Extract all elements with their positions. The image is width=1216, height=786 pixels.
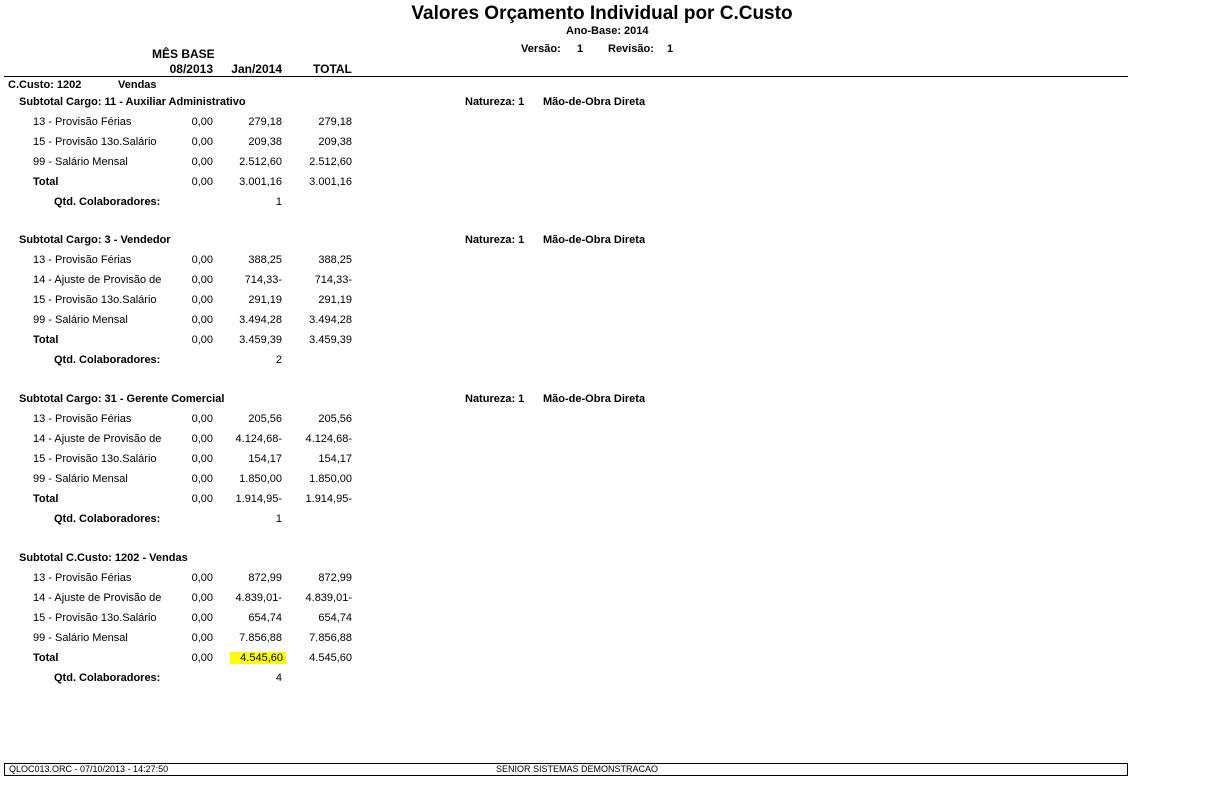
row-value-total: 388,25 — [318, 254, 352, 266]
total-value-total: 3.459,39 — [309, 334, 352, 346]
row-value-jan: 872,99 — [248, 572, 282, 584]
subtotal-title: Subtotal Cargo: 11 - Auxiliar Administrativo — [19, 96, 246, 108]
total-label: Total — [33, 493, 59, 505]
row-value-jan: 4.124,68- — [235, 433, 282, 445]
row-value-base: 0,00 — [191, 156, 213, 168]
row-description: 15 - Provisão 13o.Salário — [33, 136, 157, 148]
row-value-base: 0,00 — [191, 274, 213, 286]
qtd-colaboradores-label: Qtd. Colaboradores: — [54, 513, 161, 525]
natureza-label: Natureza: 1 — [465, 234, 525, 246]
row-value-jan: 205,56 — [248, 413, 282, 425]
revisao-label: Revisão: — [608, 43, 654, 55]
total-label: Total — [33, 176, 59, 188]
row-value-total: 205,56 — [318, 413, 352, 425]
row-value-jan: 209,38 — [248, 136, 282, 148]
row-value-base: 0,00 — [191, 433, 213, 445]
total-value-total: 4.545,60 — [309, 652, 352, 664]
row-value-base: 0,00 — [191, 572, 213, 584]
total-value-base: 0,00 — [191, 493, 213, 505]
total-value-total: 1.914,95- — [305, 493, 352, 505]
row-value-jan: 291,19 — [248, 294, 282, 306]
natureza-label: Natureza: 1 — [465, 96, 525, 108]
column-header-base: 08/2013 — [169, 62, 213, 76]
ccusto-name: Vendas — [118, 79, 157, 91]
row-value-base: 0,00 — [191, 413, 213, 425]
row-description: 14 - Ajuste de Provisão de — [33, 592, 162, 604]
row-value-base: 0,00 — [191, 116, 213, 128]
column-header-jan: Jan/2014 — [231, 62, 282, 76]
subtotal-title: Subtotal Cargo: 3 - Vendedor — [19, 234, 171, 246]
header-divider — [4, 76, 1128, 77]
row-value-jan: 2.512,60 — [239, 156, 282, 168]
row-value-jan: 7.856,88 — [239, 632, 282, 644]
total-value-base: 0,00 — [191, 652, 213, 664]
row-description: 14 - Ajuste de Provisão de — [33, 274, 162, 286]
row-value-jan: 388,25 — [248, 254, 282, 266]
row-value-total: 3.494,28 — [309, 314, 352, 326]
total-value-base: 0,00 — [191, 176, 213, 188]
row-value-jan: 1.850,00 — [239, 473, 282, 485]
row-value-total: 279,18 — [318, 116, 352, 128]
total-value-jan: 4.545,60 — [230, 652, 286, 664]
row-description: 15 - Provisão 13o.Salário — [33, 294, 157, 306]
row-value-base: 0,00 — [191, 632, 213, 644]
qtd-colaboradores-value: 2 — [275, 354, 282, 366]
row-value-total: 209,38 — [318, 136, 352, 148]
row-description: 99 - Salário Mensal — [33, 156, 128, 168]
row-description: 99 - Salário Mensal — [33, 632, 128, 644]
total-label: Total — [33, 334, 59, 346]
natureza-label: Natureza: 1 — [465, 393, 525, 405]
subtotal-title: Subtotal C.Custo: 1202 - Vendas — [19, 552, 188, 564]
mes-base-header: MÊS BASE — [152, 47, 215, 61]
row-value-total: 4.124,68- — [305, 433, 352, 445]
row-description: 13 - Provisão Férias — [33, 116, 132, 128]
row-value-base: 0,00 — [191, 136, 213, 148]
total-value-jan: 3.001,16 — [239, 176, 282, 188]
footer-center: SENIOR SISTEMAS DEMONSTRACAO — [496, 764, 659, 774]
row-value-jan: 4.839,01- — [235, 592, 282, 604]
row-value-base: 0,00 — [191, 294, 213, 306]
row-description: 13 - Provisão Férias — [33, 413, 132, 425]
row-description: 99 - Salário Mensal — [33, 314, 128, 326]
row-description: 14 - Ajuste de Provisão de — [33, 433, 162, 445]
ano-base: Ano-Base: 2014 — [566, 25, 649, 37]
row-value-base: 0,00 — [191, 592, 213, 604]
row-value-base: 0,00 — [191, 453, 213, 465]
row-value-total: 714,33- — [314, 274, 352, 286]
row-description: 13 - Provisão Férias — [33, 572, 132, 584]
versao-label: Versão: — [521, 43, 561, 55]
column-header-total: TOTAL — [313, 62, 352, 76]
row-description: 13 - Provisão Férias — [33, 254, 132, 266]
row-value-total: 7.856,88 — [309, 632, 352, 644]
row-value-jan: 654,74 — [248, 612, 282, 624]
qtd-colaboradores-label: Qtd. Colaboradores: — [54, 672, 161, 684]
natureza-value: Mão-de-Obra Direta — [543, 234, 646, 246]
report-title: Valores Orçamento Individual por C.Custo — [411, 3, 793, 24]
row-value-jan: 714,33- — [244, 274, 282, 286]
total-value-jan: 1.914,95- — [235, 493, 282, 505]
row-value-total: 1.850,00 — [309, 473, 352, 485]
row-value-total: 872,99 — [318, 572, 352, 584]
qtd-colaboradores-value: 1 — [275, 196, 282, 208]
row-value-total: 2.512,60 — [309, 156, 352, 168]
row-value-base: 0,00 — [191, 254, 213, 266]
row-value-jan: 154,17 — [248, 453, 282, 465]
row-value-total: 654,74 — [318, 612, 352, 624]
footer-left: QLOC013.ORC - 07/10/2013 - 14:27:50 — [9, 764, 169, 774]
report-footer — [4, 763, 1128, 776]
natureza-value: Mão-de-Obra Direta — [543, 393, 646, 405]
total-value-base: 0,00 — [191, 334, 213, 346]
row-value-total: 154,17 — [318, 453, 352, 465]
qtd-colaboradores-value: 4 — [275, 672, 282, 684]
total-value-jan: 3.459,39 — [239, 334, 282, 346]
row-value-total: 291,19 — [318, 294, 352, 306]
row-value-base: 0,00 — [191, 473, 213, 485]
total-value-total: 3.001,16 — [309, 176, 352, 188]
row-value-jan: 3.494,28 — [239, 314, 282, 326]
ccusto-label: C.Custo: 1202 — [8, 79, 82, 91]
row-value-base: 0,00 — [191, 314, 213, 326]
row-value-base: 0,00 — [191, 612, 213, 624]
revisao-value: 1 — [667, 43, 674, 55]
subtotal-title: Subtotal Cargo: 31 - Gerente Comercial — [19, 393, 225, 405]
row-value-jan: 279,18 — [248, 116, 282, 128]
row-description: 15 - Provisão 13o.Salário — [33, 453, 157, 465]
row-description: 99 - Salário Mensal — [33, 473, 128, 485]
natureza-value: Mão-de-Obra Direta — [543, 96, 646, 108]
qtd-colaboradores-value: 1 — [275, 513, 282, 525]
versao-value: 1 — [577, 43, 584, 55]
row-description: 15 - Provisão 13o.Salário — [33, 612, 157, 624]
qtd-colaboradores-label: Qtd. Colaboradores: — [54, 196, 161, 208]
total-label: Total — [33, 652, 59, 664]
qtd-colaboradores-label: Qtd. Colaboradores: — [54, 354, 161, 366]
row-value-total: 4.839,01- — [305, 592, 352, 604]
